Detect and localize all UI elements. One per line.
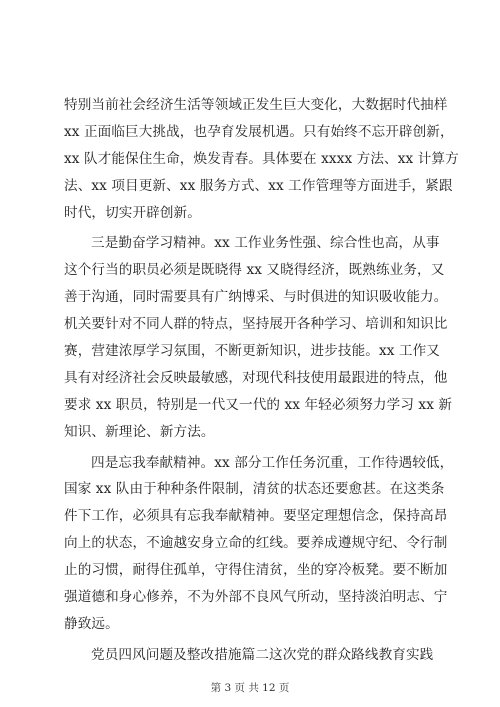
paragraph-start-line: 党员四风问题及整改措施篇二这次党的群众路线教育实践 <box>91 646 434 663</box>
text-line: 这个行当的职员必须是既晓得 xx 又晓得经济，既熟练业务，又 <box>64 262 445 279</box>
text-line: 善于沟通，同时需要具有广纳博采、与时俱进的知识吸收能力。 <box>64 289 448 306</box>
text-line: 要求 xx 职员，特别是一代又一代的 xx 年轻必须努力学习 xx 新 <box>64 396 453 413</box>
page-footer: 第 3 页 共 12 页 <box>210 682 290 694</box>
text-line: 特别当前社会经济生活等领域正发生巨大变化，大数据时代抽样 <box>64 97 448 113</box>
text-line: 件下工作，必须具有忘我奉献精神。要坚定理想信念，保持高昂 <box>64 508 448 525</box>
text-line: 国家 xx 队由于种种条件限制，清贫的状态还要愈甚。在这类条 <box>64 481 445 498</box>
body-text <box>64 92 459 669</box>
text-line: 机关要针对不同人群的特点，坚持展开各种学习、培训和知识比 <box>64 316 448 333</box>
text-line: 向上的状态，不逾越安身立命的红线。要养成遵规守纪、令行制 <box>64 535 448 552</box>
text-line: 时代，切实开辟创新。 <box>64 204 201 221</box>
text-line: 法、xx 项目更新、xx 服务方式、xx 工作管理等方面进手，紧跟 <box>64 177 453 194</box>
paragraph-start-line: 三是勤奋学习精神。xx 工作业务性强、综合性也高，从事 <box>91 235 440 252</box>
text-line: 强道德和身心修养，不为外部不良风气所动，坚持淡泊明志、宁 <box>64 589 448 606</box>
text-line: xx 队才能保住生命，焕发青春。具体要在 xxxx 方法、xx 计算方 <box>64 150 459 167</box>
paragraph-start-line: 四是忘我奉献精神。xx 部分工作任务沉重，工作待遇较低， <box>91 454 454 471</box>
text-line: xx 正面临巨大挑战，也孕育发展机遇。只有始终不忘开辟创新， <box>64 123 454 140</box>
text-line: 知识、新理论、新方法。 <box>64 423 215 440</box>
text-line: 赛，营建浓厚学习氛围，不断更新知识，进步技能。xx 工作又 <box>64 343 440 360</box>
text-line: 止的习惯，耐得住孤单，守得住清贫，坐的穿冷板凳。要不断加 <box>64 562 448 579</box>
text-line: 具有对经济社会反映最敏感，对现代科技使用最跟进的特点，他 <box>64 369 448 386</box>
text-line: 静致远。 <box>64 615 119 632</box>
